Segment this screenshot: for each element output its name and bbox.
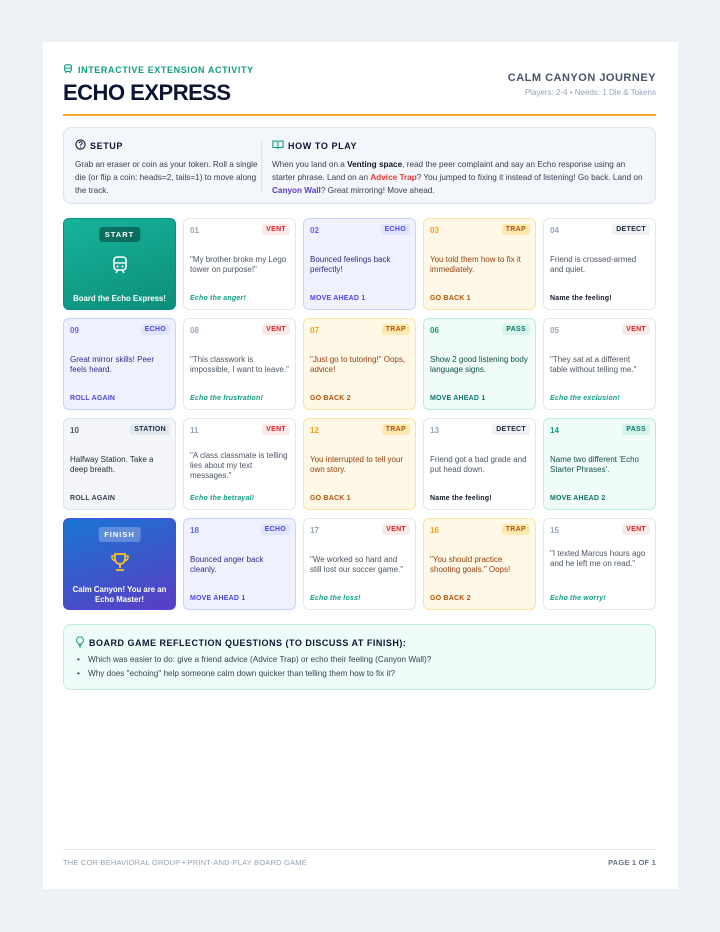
- board-tile: [183, 218, 296, 310]
- tile-number: 08: [190, 326, 199, 335]
- trophy-icon: [109, 551, 131, 578]
- tile-text: Friend is crossed-armed and quiet.: [550, 255, 637, 274]
- tile-number: 07: [310, 326, 319, 335]
- board-tile: [183, 418, 296, 510]
- board-tile: [423, 218, 536, 310]
- tile-number: 01: [190, 226, 199, 235]
- venting-term: Venting space: [347, 160, 403, 169]
- tile-badge: TRAP: [502, 524, 530, 535]
- tile-text: Bounced feelings back perfectly!: [310, 255, 391, 274]
- tile-action: ROLL AGAIN: [70, 395, 116, 402]
- tile-action: GO BACK 1: [430, 295, 471, 302]
- trap-term: Advice Trap: [370, 173, 417, 182]
- reflection-list: [88, 653, 431, 681]
- start-badge: START: [99, 227, 140, 242]
- page-title: ECHO EXPRESS: [63, 80, 231, 105]
- divider: [261, 140, 262, 192]
- tile-badge: VENT: [262, 324, 290, 335]
- tile-number: 11: [190, 426, 199, 435]
- howto-part: When you land on a: [272, 160, 348, 169]
- page-header: [63, 64, 656, 116]
- tile-action: GO BACK 2: [310, 395, 351, 402]
- tile-badge: VENT: [262, 424, 290, 435]
- board-tile: [303, 518, 416, 610]
- tile-badge: DETECT: [612, 224, 650, 235]
- tile-number: 15: [550, 526, 559, 535]
- tile-action: GO BACK 1: [310, 495, 351, 502]
- board-tile: [543, 518, 656, 610]
- tile-action: MOVE AHEAD 1: [310, 295, 366, 302]
- tile-badge: STATION: [130, 424, 170, 435]
- help-circle-icon: [75, 139, 90, 152]
- board-tile: [183, 318, 296, 410]
- list-item: • Why does "echoing" help someone calm down quicker than telling them how to fix it?: [88, 667, 431, 681]
- tile-text: "We worked so hard and still lost our soccer game.": [310, 555, 404, 574]
- tile-badge: VENT: [622, 324, 650, 335]
- eyebrow: [63, 64, 254, 76]
- tile-badge: ECHO: [261, 524, 290, 535]
- howto-title: HOW TO PLAY: [288, 140, 358, 151]
- tile-badge: PASS: [622, 424, 650, 435]
- tile-number: 18: [190, 526, 199, 535]
- list-item: • Which was easier to do: give a friend advice (Advice Trap) or echo their feeling (Canyon Wall)?: [88, 653, 431, 667]
- tile-action: Echo the anger!: [190, 295, 246, 302]
- tile-text: Halfway Station. Take a deep breath.: [70, 455, 154, 474]
- tile-number: 16: [430, 526, 439, 535]
- tile-text: "I texted Marcus hours ago and he left me on read.": [550, 549, 646, 568]
- page-footer: [63, 849, 656, 867]
- reflection-title: BOARD GAME REFLECTION QUESTIONS (TO DISCUSS AT FINISH):: [89, 638, 407, 648]
- tile-text: "You should practice shooting goals." Oops!: [430, 555, 511, 574]
- tile-number: 06: [430, 326, 439, 335]
- journey-title: CALM CANYON JOURNEY: [507, 72, 656, 84]
- finish-badge: FINISH: [98, 527, 141, 542]
- tile-number: 03: [430, 226, 439, 235]
- reflection-panel: [63, 624, 656, 690]
- board-tile: [303, 318, 416, 410]
- board-tile: [423, 318, 536, 410]
- tile-number: 04: [550, 226, 559, 235]
- howto-part: ? Great mirroring! Move ahead.: [320, 186, 435, 195]
- tile-number: 14: [550, 426, 559, 435]
- howto-text: [272, 158, 649, 197]
- tile-badge: VENT: [622, 524, 650, 535]
- tile-number: 12: [310, 426, 319, 435]
- board-tile: [423, 518, 536, 610]
- tile-badge: DETECT: [492, 424, 530, 435]
- eyebrow-label: INTERACTIVE EXTENSION ACTIVITY: [78, 65, 254, 75]
- tile-number: 05: [550, 326, 559, 335]
- tile-text: "This classwork is impossible, I want to leave.": [190, 355, 289, 374]
- tile-text: Friend got a bad grade and put head down.: [430, 455, 527, 474]
- tile-number: 17: [310, 526, 319, 535]
- board-tile: [303, 218, 416, 310]
- book-open-icon: [272, 139, 288, 152]
- lightbulb-icon: [75, 636, 89, 650]
- tile-badge: ECHO: [141, 324, 170, 335]
- setup-section: [75, 139, 261, 197]
- train-icon: [110, 255, 130, 280]
- tile-number: 10: [70, 426, 79, 435]
- tile-number: 13: [430, 426, 439, 435]
- game-meta: Players: 2-4 • Needs: 1 Die & Tokens: [524, 88, 656, 97]
- tile-text: "A class classmate is telling lies about my text messages.": [190, 451, 288, 480]
- tile-badge: ECHO: [381, 224, 410, 235]
- howto-part: ? You jumped to fixing it instead of listening! Go back. Land on: [416, 173, 643, 182]
- tile-action: MOVE AHEAD 2: [550, 495, 606, 502]
- tile-number: 09: [70, 326, 79, 335]
- howto-part: , read the peer complaint and say an Echo response using an starter phrase. Land on an: [272, 160, 626, 182]
- tile-action: Echo the betrayal!: [190, 495, 255, 502]
- tile-badge: VENT: [262, 224, 290, 235]
- tile-action: MOVE AHEAD 1: [430, 395, 486, 402]
- board-tile: [423, 418, 536, 510]
- tile-badge: PASS: [502, 324, 530, 335]
- setup-title: SETUP: [90, 140, 124, 151]
- tile-action: Echo the exclusion!: [550, 395, 620, 402]
- tile-action: Echo the frustration!: [190, 395, 264, 402]
- tile-text: "They sat at a different table without telling me.": [550, 355, 637, 374]
- tile-text: Name two different 'Echo Starter Phrases'.: [550, 455, 639, 474]
- board-tile: [183, 518, 296, 610]
- board-tile: [303, 418, 416, 510]
- tile-text: You interrupted to tell your own story.: [310, 455, 404, 474]
- board-tile: [63, 418, 176, 510]
- footer-credit: THE COR BEHAVIORAL GROUP • PRINT-AND-PLAY BOARD GAME: [63, 858, 307, 867]
- tile-text: "My brother broke my Lego tower on purpose!": [190, 255, 287, 274]
- board-tile: [63, 318, 176, 410]
- board-tile: [543, 418, 656, 510]
- train-icon: [63, 64, 78, 76]
- worksheet-page: [43, 42, 678, 889]
- page-number: PAGE 1 OF 1: [608, 858, 656, 867]
- tile-badge: TRAP: [502, 224, 530, 235]
- tile-action: Name the feeling!: [430, 495, 492, 502]
- howto-section: [272, 139, 649, 197]
- finish-tile: [63, 518, 176, 610]
- tile-action: Name the feeling!: [550, 295, 612, 302]
- setup-text: Grab an eraser or coin as your token. Roll a single die (or flip a coin: heads=2, tails=1) to move along the track.: [75, 160, 258, 195]
- tile-action: MOVE AHEAD 1: [190, 595, 246, 602]
- start-tile: [63, 218, 176, 310]
- board-tile: [543, 218, 656, 310]
- tile-action: ROLL AGAIN: [70, 495, 116, 502]
- tile-action: Echo the worry!: [550, 595, 606, 602]
- tile-text: Bounced anger back cleanly.: [190, 555, 264, 574]
- tile-badge: VENT: [382, 524, 410, 535]
- instructions-panel: [63, 127, 656, 204]
- board-tile: [543, 318, 656, 410]
- tile-action: Echo the loss!: [310, 595, 361, 602]
- tile-text: "Just go to tutoring!" Oops, advice!: [310, 355, 406, 374]
- tile-text: You told them how to fix it immediately.: [430, 255, 521, 274]
- game-board: [63, 218, 656, 610]
- finish-text: Calm Canyon! You are an Echo Master!: [72, 585, 167, 604]
- tile-text: Show 2 good listening body language signs.: [430, 355, 528, 374]
- tile-text: Great mirror skills! Peer feels heard.: [70, 355, 155, 374]
- tile-badge: TRAP: [382, 424, 410, 435]
- start-text: Board the Echo Express!: [73, 294, 166, 303]
- wall-term: Canyon Wall: [272, 186, 321, 195]
- tile-badge: TRAP: [382, 324, 410, 335]
- tile-action: GO BACK 2: [430, 595, 471, 602]
- tile-number: 02: [310, 226, 319, 235]
